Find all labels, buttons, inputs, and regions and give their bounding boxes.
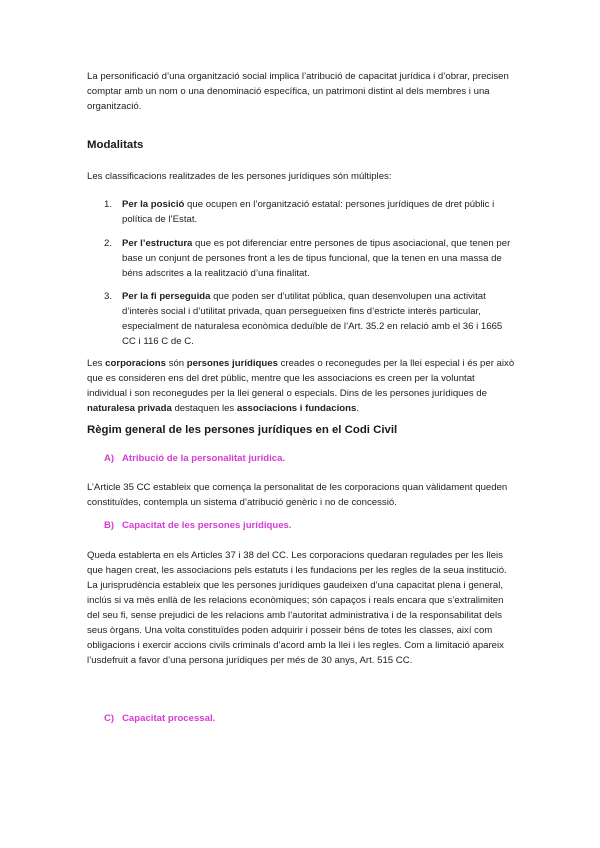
section-letter: B) — [104, 520, 115, 531]
heading-modalitats: Modalitats — [87, 139, 144, 151]
list-item-3 — [104, 289, 518, 349]
corporations-paragraph: Les corporacions són persones jurídiques creades o reconegudes per la llei especial i és per això que es consideren ens del dret públic, mentre que les associacions es creen per la voluntat individual i son reconegudes per la llei general o especials. Dins de les persones jurídiques de naturalesa privada destaquen les associacions i fundacions. — [87, 358, 515, 414]
section-a-heading — [104, 453, 285, 464]
list-number: 3. — [104, 291, 113, 302]
section-c-heading — [104, 713, 215, 724]
list-item-text: que poden ser d’utilitat pública, quan desenvolupen una activitat d’interès social i d’utilitat privada, quan persegueixen fins d’estricte interès particular, especialment de naturalesa econòmica deduïble de l’Art. 35.2 en relació amb el 36 i 1665 CC i 116 C de C. — [122, 291, 503, 347]
intro-paragraph: La personificació d’una organització social implica l’atribució de capacitat jurídica i d’obrar, precisen comptar amb un nom o una denominació específica, un patrimoni distint al dels membres i una organització. — [87, 71, 509, 112]
list-item-1 — [104, 197, 518, 227]
list-number: 1. — [104, 199, 113, 210]
list-item-text: que es pot diferenciar entre persones de tipus asociacional, que tenen per base un conjunt de persones front a les de tipus funcional, que la tenen en una massa de béns adscrites a la realització d’una finalitat. — [122, 238, 511, 279]
list-item-2 — [104, 236, 518, 281]
classification-paragraph: Les classificacions realitzades de les persones jurídiques són múltiples: — [87, 171, 392, 182]
list-item-bold: Per la fi perseguida — [122, 291, 211, 302]
list-item-bold: Per l’estructura — [122, 238, 193, 249]
section-b-paragraph: Queda establerta en els Articles 37 i 38 del CC. Les corporacions quedaran regulades per les lleis que hagen creat, les associacions pels estatuts i les fundacions per les regles de la seua institució. La jurisprudència estableix que les persones jurídiques gaudeixen d’una capacitat plena i general, inclús si va més enllà de les relacions econòmiques; són capaços i reals encara que s’extralimiten del seu fi, sense prejudici de les relacions amb l’autoritat administrativa i de la responsabilitat dels seus òrgans. Una volta constituïdes poden adquirir i posseir béns de totes les classes, així com obligacions i exercir accions civils criminals d’acord amb la llei i les regles. Com a limitació apareix l’usdefruit a favor d’una persona jurídiques per més de 30 anys, Art. 515 CC. — [87, 550, 507, 666]
section-letter: A) — [104, 453, 115, 464]
section-letter: C) — [104, 713, 115, 724]
section-title: Capacitat de les persones jurídiques. — [122, 520, 292, 531]
section-a-paragraph: L’Article 35 CC estableix que comença la personalitat de les corporacions quan vàlidament queden constituïdes, contempla un sistema d’atribució genèric i no de concessió. — [87, 482, 508, 508]
list-item-bold: Per la posició — [122, 199, 185, 210]
list-number: 2. — [104, 238, 113, 249]
section-b-heading — [104, 520, 292, 531]
section-title: Capacitat processal. — [122, 713, 216, 724]
list-item-text: que ocupen en l’organització estatal: persones jurídiques de dret públic i política de l’Estat. — [122, 199, 495, 225]
section-title: Atribució de la personalitat jurídica. — [122, 453, 286, 464]
heading-regim-general: Règim general de les persones jurídiques en el Codi Civil — [87, 424, 398, 436]
